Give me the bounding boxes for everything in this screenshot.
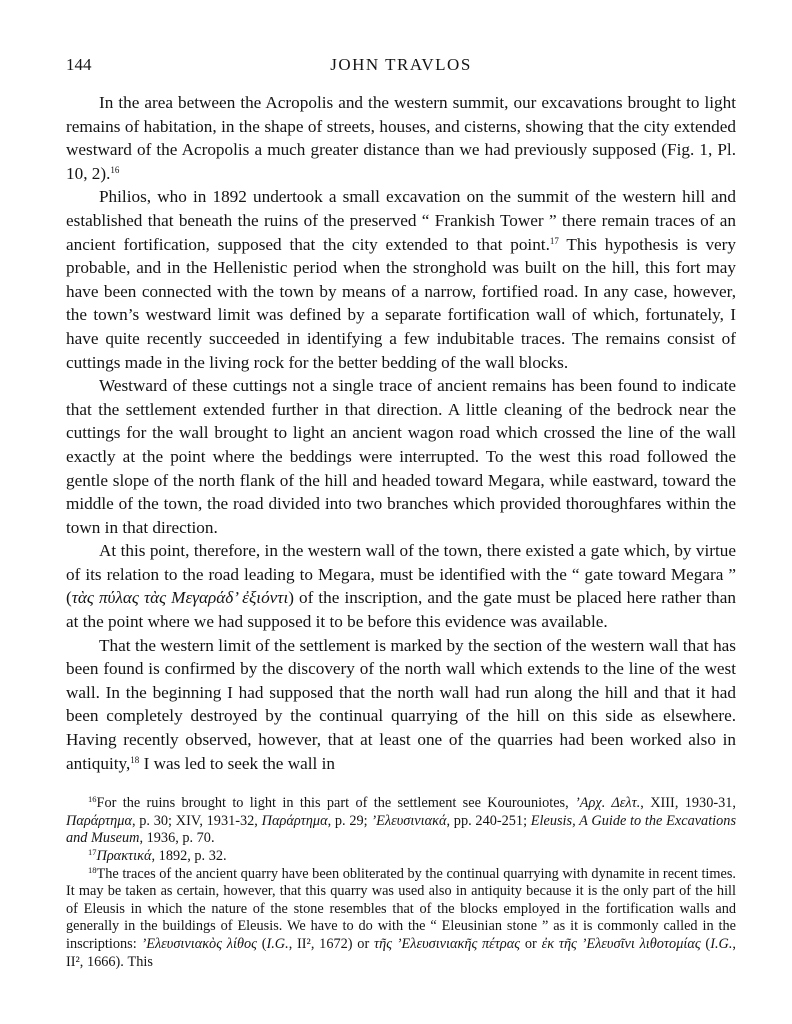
footnote-17: $^{17}$Πρακτικά, 1892, p. 32.	[88, 847, 227, 864]
note-ref-16[interactable]: 16	[110, 164, 120, 175]
page	[66, 55, 736, 971]
greek-quotation: τὰς πύλας τὰς Μεγαράδ’ ἐξιόντι	[71, 588, 289, 608]
footnote-number: 18	[88, 864, 97, 875]
page-number: 144	[66, 55, 92, 74]
paragraph-4: At this point, therefore, in the western wall of the town, there existed a gate which, by virtue of its relation to the road leading to Megara, must be identified with the “ gate toward Megara ” (τὰς πύλας τὰς Μεγαράδ’ ἐξιόντι) of the inscription, and the gate must be placed here rather than at the point where we had supposed it to be before this evidence was available.	[66, 541, 736, 632]
paragraph-2: Philios, who in 1892 undertook a small excavation on the summit of the western hill and established that beneath the ruins of the preserved “ Frankish Tower ” there remain traces of an ancient fortification, supposed that the city extended to that point.$^{17}$ This hypothesis is very probable, and in the Hellenistic period when the stronghold was built on the hill, this fort may have been connected with the town by means of a narrow, fortified road. In any case, however, the town’s westward limit was defined by a separate fortification wall of which, fortunately, I have quite recently succeeded in identifying a few indubitable traces. The remains consist of cuttings made in the living rock for the better bedding of the wall blocks.	[66, 187, 736, 372]
note-ref-17[interactable]: 17	[549, 235, 559, 246]
note-ref-18[interactable]: 18	[130, 754, 140, 765]
footnote-number: 17	[88, 847, 97, 857]
footnotes	[66, 795, 736, 971]
paragraph-1: In the area between the Acropolis and the western summit, our excavations brought to light remains of habitation, in the shape of streets, houses, and cisterns, showing that the city extended westward of the Acropolis a much greater distance than we had previously supposed (Fig. 1, Pl. 10, 2).$^{16}$	[66, 93, 736, 183]
running-title: JOHN TRAVLOS	[330, 55, 472, 74]
footnote-number: 16	[88, 794, 97, 805]
footnote-16: $^{16}$For the ruins brought to light in this part of the settlement see Kourouniotes, ’Αρχ. Δελτ., XIII, 1930-31, Παράρτημα, p. 30; XIV, 1931-32, Παράρτημα, p. 29; ’Ελευσινιακά, pp. 240-251; Eleusis, A Guide to the Excavations and Museum, 1936, p. 70.	[66, 794, 737, 847]
body-text	[66, 91, 736, 775]
running-head	[66, 55, 736, 81]
paragraph-3: Westward of these cuttings not a single trace of ancient remains has been found to indicate that the settlement extended further in that direction. A little cleaning of the bedrock near the cuttings for the wall brought to light an ancient wagon road which crossed the line of the wall exactly at the point where the beddings were interrupted. To the west this road followed the gentle slope of the north flank of the hill and headed toward Megara, while eastward, toward the middle of the town, the road divided into two branches which provided thoroughfares within the town in that direction.	[66, 376, 736, 537]
paragraph-5: That the western limit of the settlement is marked by the section of the western wall that has been found is confirmed by the discovery of the north wall which extends to the line of the west wall. In the beginning I had supposed that the north wall had run along the hill and that it had been completely destroyed by the continual quarrying of the hill on this side as elsewhere. Having recently observed, however, that at least one of the quarries had been worked also in antiquity,$^{18}$ I was led to seek the wall in	[66, 635, 736, 773]
footnote-18: $^{18}$The traces of the ancient quarry have been obliterated by the continual quarrying with dynamite in recent times. It may be taken as certain, however, that this quarry was used also in antiquity because it is the only part of the hill of Eleusis in which the nature of the stone resembles that of the blocks employed in the fortification walls and generally in the buildings of Eleusis. We have to do with the “ Eleusinian stone ” as it is commonly called in the inscriptions: ’Ελευσινιακὸς λίθος (I.G., II², 1672) or τῆς ’Ελευσινιακῆς πέτρας or ἐκ τῆς ’Ελευσῖνι λιθοτομίας (I.G., II², 1666). This	[66, 864, 736, 970]
